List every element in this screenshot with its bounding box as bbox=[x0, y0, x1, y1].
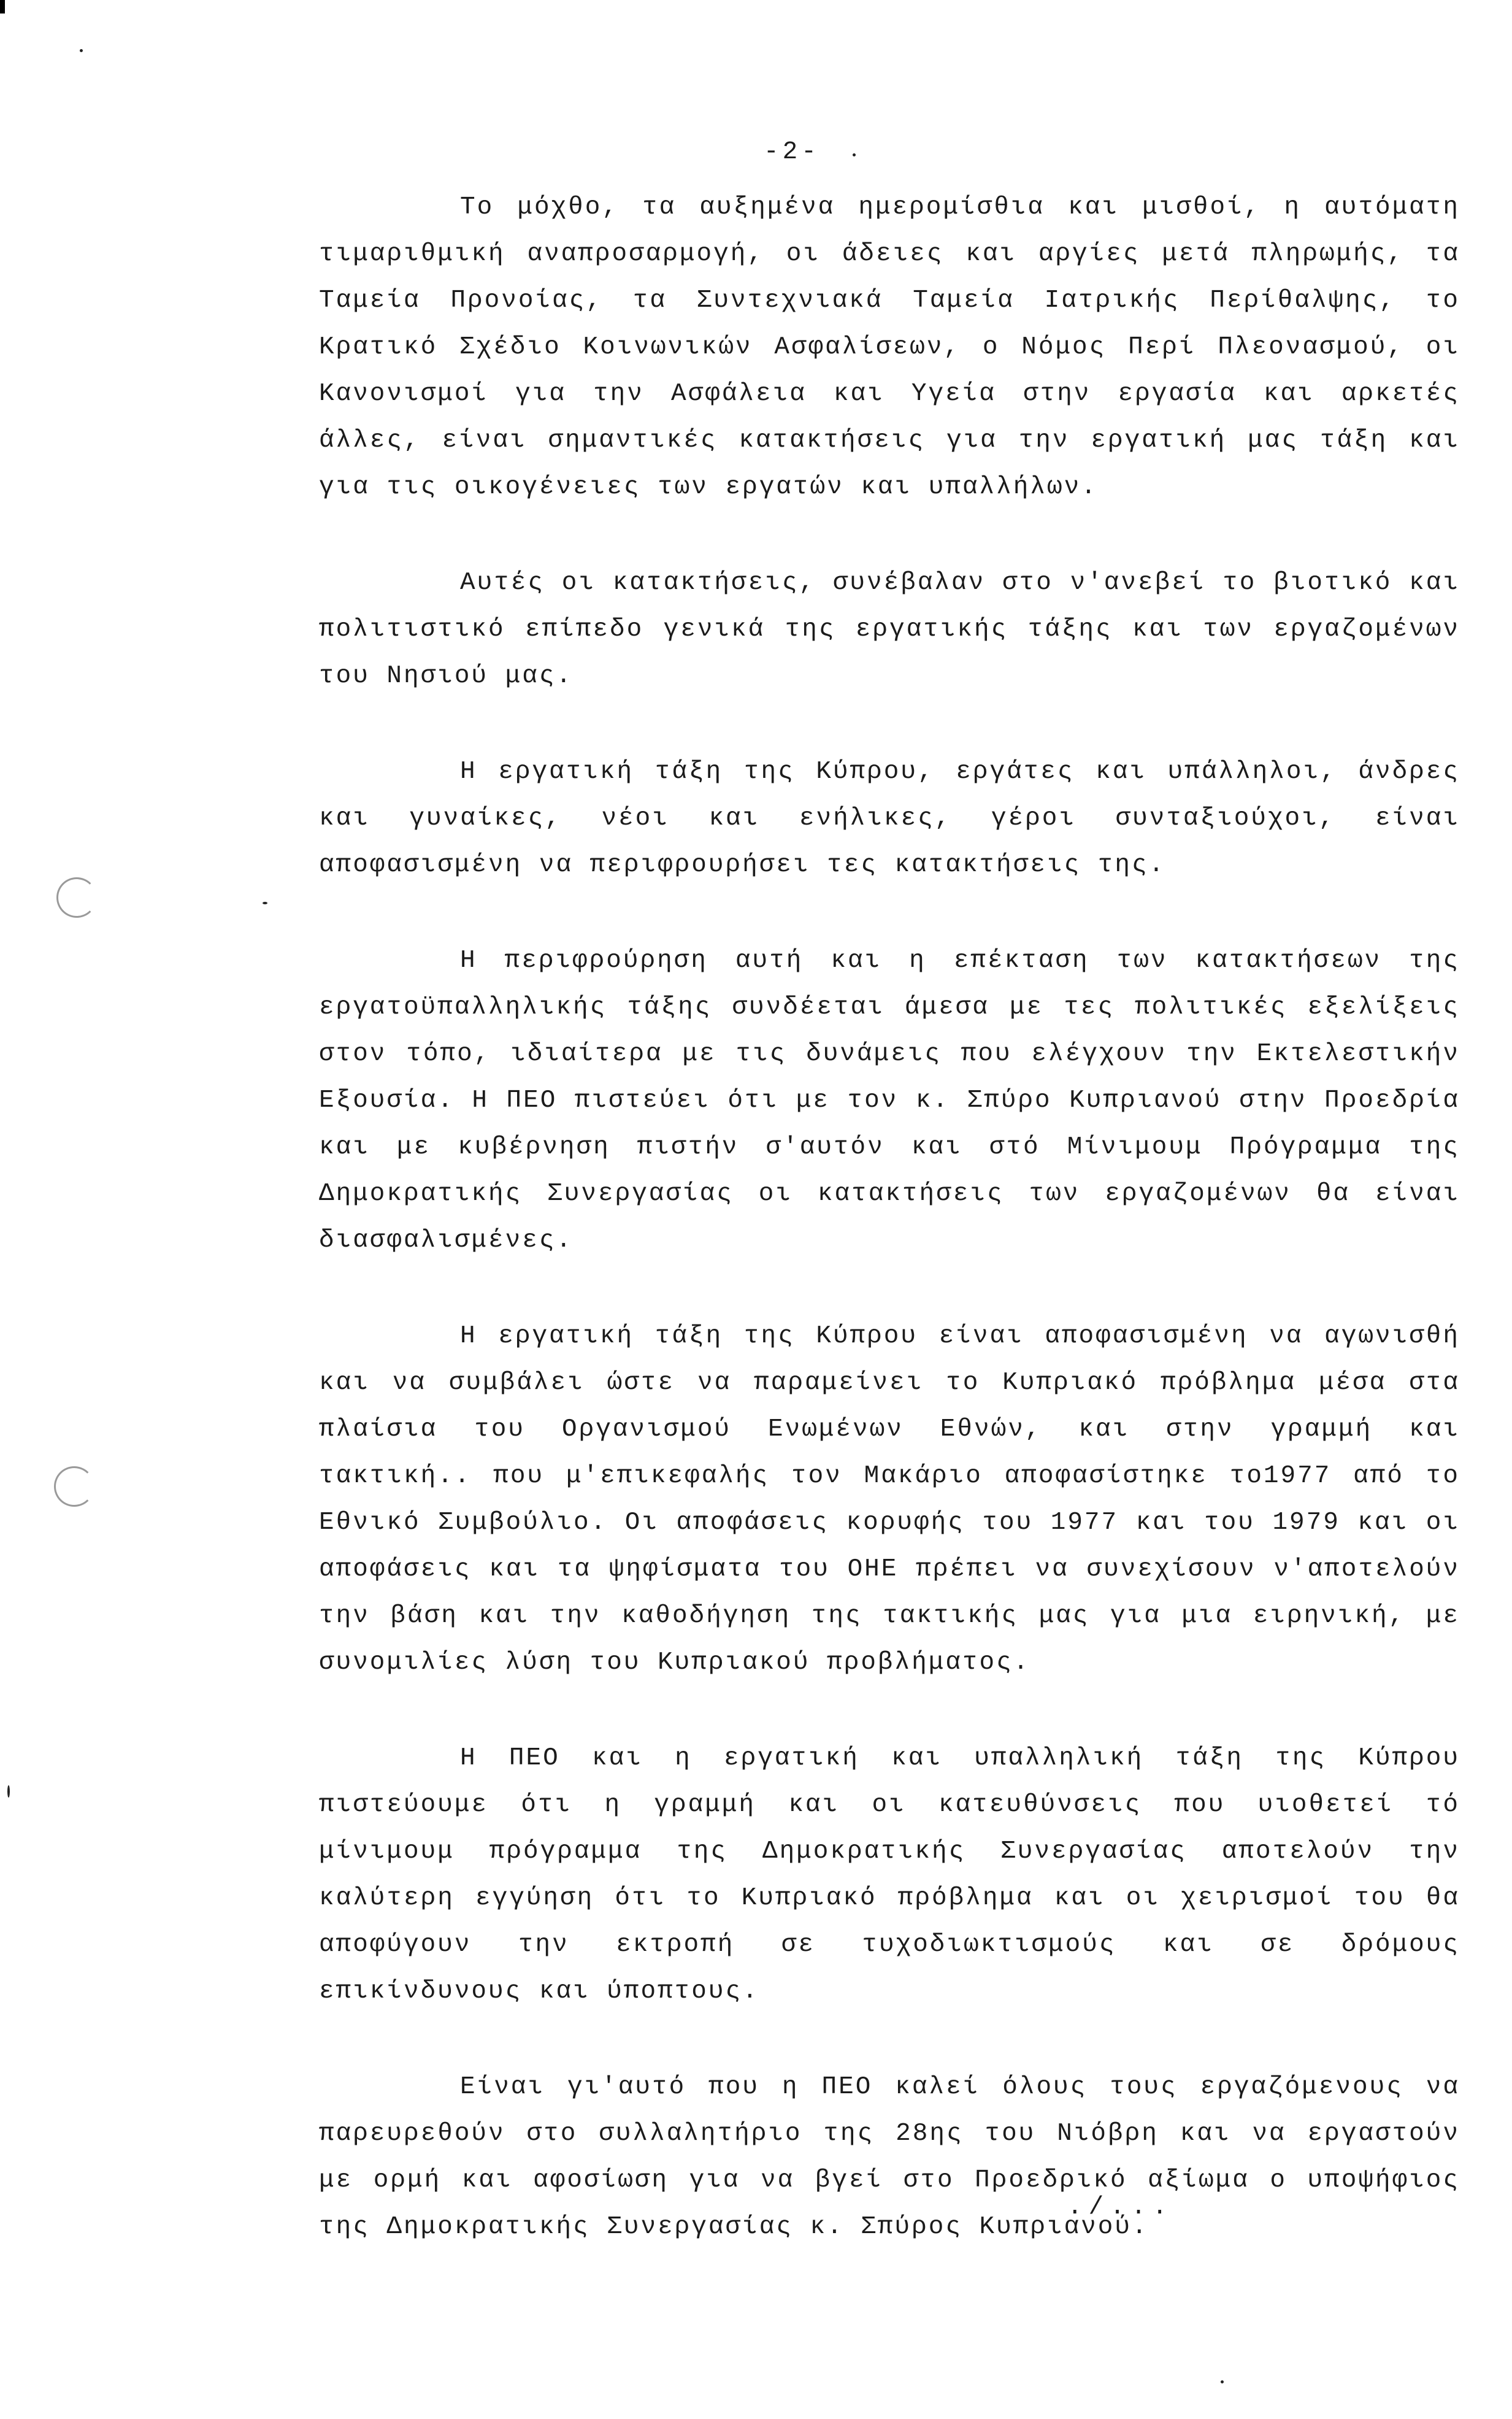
continuation-marker: ./... bbox=[1067, 2193, 1174, 2221]
scan-speck bbox=[80, 49, 83, 52]
paragraph-6: Η ΠΕΟ και η εργατική και υπαλληλική τάξη της Κύπρου πιστεύουμε ότι η γραμμή και οι κατευθύνσεις που υιοθετεί τό μίνιμουμ πρόγραμμα της Δημοκρατικής Συνεργασίας αποτελούν την καλύτερη εγγύηση ότι το Κυπριακό πρόβλημα και οι χειρισμοί του θα αποφύγουν την εκτροπή σε τυχοδιωκτισμούς και σε δρόμους επικίνδυνους και ύποπτους. bbox=[319, 1744, 1460, 2006]
paragraph-2: Αυτές οι κατακτήσεις, συνέβαλαν στο ν'ανεβεί το βιοτικό και πολιτιστικό επίπεδο γενικά της εργατικής τάξης και των εργαζομένων του Νησιού μας. bbox=[319, 569, 1460, 690]
paragraph-7: Είναι γι'αυτό που η ΠΕΟ καλεί όλους τους εργαζόμενους να παρευρεθούν στο συλλαλητήριο της 28ης του Νιόβρη και να εργαστούν με ορμή και αφοσίωση για να βγεί στο Προεδρικό αξίωμα ο υποψήφιος της Δημοκρατικής Συνεργασίας κ. Σπύρος Κυπριανού. bbox=[319, 2073, 1460, 2241]
paragraph-4: Η περιφρούρηση αυτή και η επέκταση των κατακτήσεων της εργατοϋπαλληλικής τάξης συνδέεται άμεσα με τες πολιτικές εξελίξεις στον τόπο, ιδιαίτερα με τις δυνάμεις που ελέγχουν την Εκτελεστικήν Εξουσία. Η ΠΕΟ πιστεύει ότι με τον κ. Σπύρο Κυπριανού στην Προεδρία και με κυβέρνηση πιστήν σ'αυτόν και στό Μίνιμουμ Πρόγραμμα της Δημοκρατικής Συνεργασίας οι κατακτήσεις των εργαζομένων θα είναι διασφαλισμένες. bbox=[319, 947, 1460, 1255]
scan-speck bbox=[1221, 2380, 1224, 2383]
scan-speck bbox=[7, 1785, 10, 1798]
page-number: -2- bbox=[764, 138, 820, 166]
punch-hole-mark bbox=[54, 1466, 94, 1507]
scan-speck bbox=[263, 902, 267, 904]
document-body bbox=[319, 184, 1460, 2299]
paragraph-1: Το μόχθο, τα αυξημένα ημερομίσθια και μισθοί, η αυτόματη τιμαριθμική αναπροσαρμογή, οι άδειες και αργίες μετά πληρωμής, τα Ταμεία Προνοίας, τα Συντεχνιακά Ταμεία Ιατρικής Περίθαλψης, το Κρατικό Σχέδιο Κοινωνικών Ασφαλίσεων, ο Νόμος Περί Πλεονασμού, οι Κανονισμοί για την Ασφάλεια και Υγεία στην εργασία και αρκετές άλλες, είναι σημαντικές κατακτήσεις για την εργατική μας τάξη και για τις οικογένειες των εργατών και υπαλλήλων. bbox=[319, 193, 1460, 501]
punch-hole-mark bbox=[56, 877, 97, 918]
paragraph-5: Η εργατική τάξη της Κύπρου είναι αποφασισμένη να αγωνισθή και να συμβάλει ώστε να παραμείνει το Κυπριακό πρόβλημα μέσα στα πλαίσια του Οργανισμού Ενωμένων Εθνών, και στην γραμμή και τακτική.. που μ'επικεφαλής τον Μακάριο αποφασίστηκε το1977 από το Εθνικό Συμβούλιο. Οι αποφάσεις κορυφής του 1977 και του 1979 και οι αποφάσεις και τα ψηφίσματα του ΟΗΕ πρέπει να συνεχίσουν ν'αποτελούν την βάση και την καθοδήγηση της τακτικής μας για μια ειρηνική, με συνομιλίες λύση του Κυπριακού προβλήματος. bbox=[319, 1322, 1460, 1677]
scan-speck bbox=[853, 153, 856, 156]
scan-corner-mark bbox=[0, 0, 5, 13]
paragraph-3: Η εργατική τάξη της Κύπρου, εργάτες και υπάλληλοι, άνδρες και γυναίκες, νέοι και ενήλικες, γέροι συνταξιούχοι, είναι αποφασισμένη να περιφρουρήσει τες κατακτήσεις της. bbox=[319, 758, 1460, 879]
